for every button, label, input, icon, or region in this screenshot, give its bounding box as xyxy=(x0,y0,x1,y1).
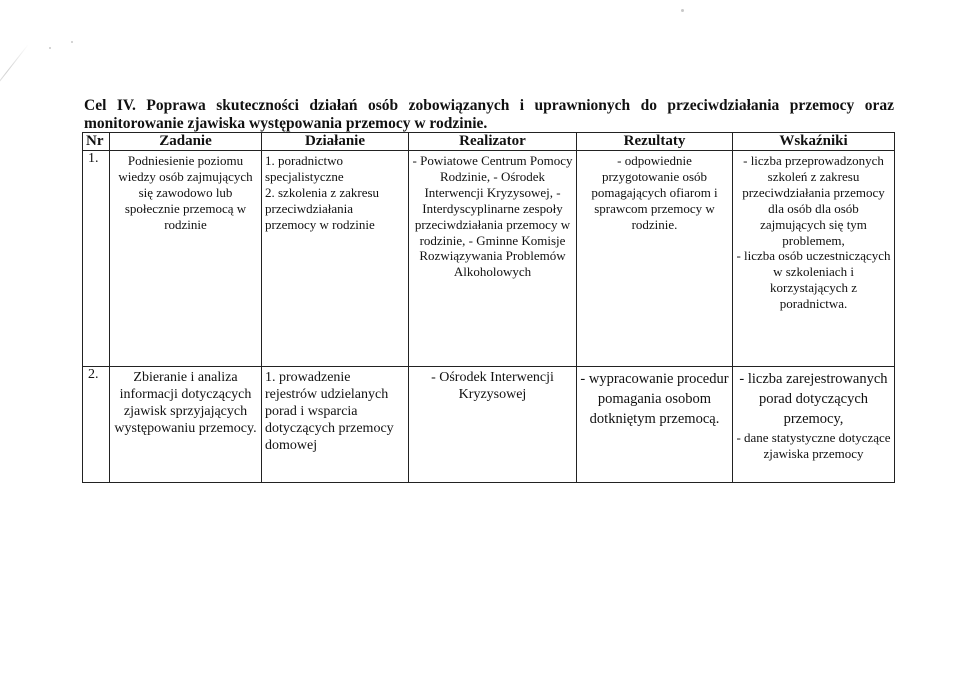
results-text: - wypracowanie procedur pomagania osobom dotkniętym przemocą. xyxy=(580,371,729,427)
indicator-item: - dane statystyczne dotyczące zjawiska przemocy xyxy=(736,430,891,461)
results-cell xyxy=(577,367,733,483)
row-number: 1. xyxy=(83,151,110,367)
action-item: 1. poradnictwo specjalistyczne xyxy=(265,153,344,184)
task-text: Podniesienie poziomu wiedzy osób zajmujących się zawodowo lub społecznie przemocą w rodzinie xyxy=(118,153,253,232)
results-text: - odpowiednie przygotowanie osób pomagających ofiarom i sprawcom przemocy w rodzinie. xyxy=(591,153,718,232)
indicator-item: - liczba zarejestrowanych porad dotyczących przemocy, xyxy=(739,371,888,427)
table-row xyxy=(83,151,895,367)
header-task: Zadanie xyxy=(110,133,262,151)
executor-cell xyxy=(409,367,577,483)
row-number: 2. xyxy=(83,367,110,483)
indicator-item: - liczba przeprowadzonych szkoleń z zakresu przeciwdziałania przemocy dla osób dla osób zajmujących się tym problemem, xyxy=(742,153,885,248)
action-item: 1. prowadzenie rejestrów udzielanych porad i wsparcia dotyczących przemocy domowej xyxy=(265,370,394,453)
indicators-cell xyxy=(733,151,895,367)
executor-text: - Ośrodek Interwencji Kryzysowej xyxy=(431,370,554,402)
task-cell xyxy=(110,151,262,367)
executor-cell xyxy=(409,151,577,367)
header-executor: Realizator xyxy=(409,133,577,151)
action-cell xyxy=(262,151,409,367)
header-results: Rezultaty xyxy=(577,133,733,151)
indicator-item: - liczba osób uczestniczących w szkoleniach i korzystających z poradnictwa. xyxy=(736,248,891,312)
section-heading: Cel IV. Poprawa skuteczności działań osób zobowiązanych i uprawnionych do przeciwdziałania przemocy oraz monitorowanie zjawiska występowania przemocy w rodzinie. xyxy=(84,97,894,132)
task-text: Zbieranie i analiza informacji dotyczących zjawisk sprzyjających występowaniu przemocy. xyxy=(114,370,257,436)
scan-speck xyxy=(681,9,684,12)
header-nr: Nr xyxy=(83,133,110,151)
indicators-cell xyxy=(733,367,895,483)
task-cell xyxy=(110,367,262,483)
scan-artifact-line xyxy=(0,44,29,100)
scan-speck xyxy=(71,41,73,43)
header-action: Działanie xyxy=(262,133,409,151)
action-cell xyxy=(262,367,409,483)
action-plan-table xyxy=(82,132,895,483)
action-item: 2. szkolenia z zakresu przeciwdziałania przemocy w rodzinie xyxy=(265,184,380,232)
table-row xyxy=(83,367,895,483)
scan-speck xyxy=(49,47,51,49)
results-cell xyxy=(577,151,733,367)
executor-text: - Powiatowe Centrum Pomocy Rodzinie, - Ośrodek Interwencji Kryzysowej, - Interdyscyplinarne zespoły przeciwdziałania przemocy w rodzinie, - Gminne Komisje Rozwiązywania Problemów Alkoholowych xyxy=(412,153,573,280)
header-indicators: Wskaźniki xyxy=(733,133,895,151)
table-header-row xyxy=(83,133,895,151)
